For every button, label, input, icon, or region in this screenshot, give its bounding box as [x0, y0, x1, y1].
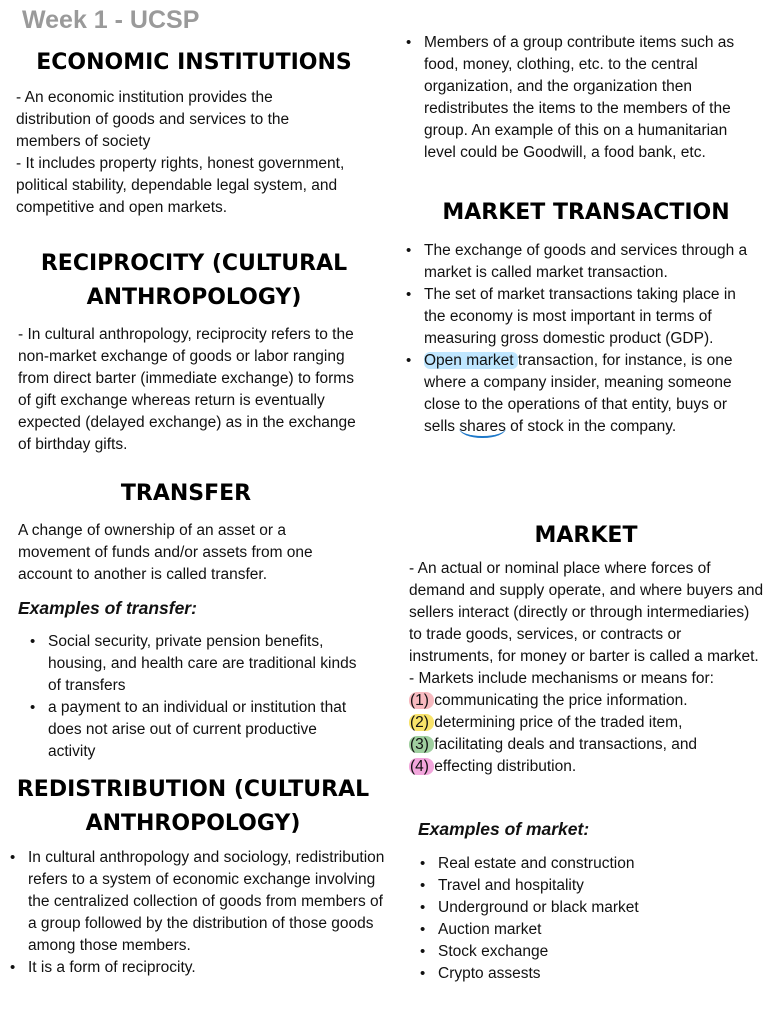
heading-redistribution-line2: ANTHROPOLOGY) — [85, 811, 301, 836]
market-examples-label: Examples of market: — [418, 819, 590, 839]
list-item: • In cultural anthropology and sociology, redistribution refers to a system of economic exchange involving the centralized collection of goods from members of a group followed by the distribution of those goods among those members. — [8, 847, 392, 957]
highlighted-open-market: Open market — [424, 352, 518, 369]
mechanism-4 — [409, 756, 765, 778]
mechanism-text-3: facilitating deals and transactions, and — [434, 736, 698, 753]
list-item: • Travel and hospitality — [418, 875, 758, 897]
heading-economic-institutions: ECONOMIC INSTITUTIONS — [36, 50, 352, 75]
list-item: • Underground or black market — [418, 897, 758, 919]
bullet3-text-2: of stock in the company. — [505, 418, 677, 435]
mechanism-number-1: (1) — [410, 692, 434, 709]
mechanism-1 — [409, 690, 765, 712]
mechanism-number-2: (2) — [410, 714, 434, 731]
underlined-shares: shares — [459, 418, 506, 438]
list-item: • Real estate and construction — [418, 853, 758, 875]
transfer-text: A change of ownership of an asset or a movement of funds and/or assets from one account to another is called transfer. — [18, 522, 313, 583]
mechanism-number-4: (4) — [410, 758, 434, 775]
mechanism-text-4: effecting distribution. — [434, 758, 577, 775]
page-week-title: Week 1 - UCSP — [22, 6, 200, 34]
reciprocity-text: - In cultural anthropology, reciprocity refers to the non-market exchange of goods or labor ranging from direct barter (immediate exchange) to forms of gift exchange whereas return is eventually expected (delayed exchange) as in the exchange of birthday gifts. — [18, 326, 356, 453]
transfer-examples-label: Examples of transfer: — [18, 598, 197, 618]
list-item: • Stock exchange — [418, 941, 758, 963]
mechanism-2 — [409, 712, 765, 734]
section-market-transaction — [404, 196, 768, 230]
mechanism-text-2: determining price of the traded item, — [434, 714, 683, 731]
mechanism-3 — [409, 734, 765, 756]
section-redistribution — [0, 773, 386, 841]
redistribution-list — [8, 847, 392, 979]
list-item: • Members of a group contribute items such as food, money, clothing, etc. to the central organization, and the organization then redistributes the items to the members of the group. An example of this on a humanitarian level could be Goodwill, a food bank, etc. — [404, 32, 760, 164]
heading-market: MARKET — [534, 523, 638, 548]
list-item: • a payment to an individual or institution that does not arise out of current productive activity — [28, 697, 358, 763]
list-item: • Crypto assests — [418, 963, 758, 985]
list-item: • Social security, private pension benefits, housing, and health care are traditional kinds of transfers — [28, 631, 358, 697]
mechanism-text-1: communicating the price information. — [434, 692, 688, 709]
list-item: • Auction market — [418, 919, 758, 941]
section-economic-institutions — [8, 46, 380, 80]
heading-transfer: TRANSFER — [120, 481, 252, 506]
economic-text — [16, 87, 346, 219]
list-item: • The exchange of goods and services through a market is called market transaction. — [404, 240, 760, 284]
transfer-examples-list — [28, 631, 358, 763]
section-transfer — [0, 477, 372, 511]
economic-text-2: - It includes property rights, honest government, political stability, dependable legal system, and competitive and open markets. — [16, 155, 345, 216]
section-reciprocity — [8, 247, 380, 315]
redistribution-continued-list — [404, 32, 760, 164]
mechanism-number-3: (3) — [410, 736, 434, 753]
market-text — [409, 558, 765, 778]
heading-redistribution-line1: REDISTRIBUTION (CULTURAL — [16, 777, 370, 802]
market-transaction-list — [404, 240, 760, 438]
heading-reciprocity-line2: ANTHROPOLOGY) — [86, 285, 302, 310]
heading-market-transaction: MARKET TRANSACTION — [442, 200, 730, 225]
market-mechanisms-intro: - Markets include mechanisms or means for: — [409, 670, 714, 687]
market-definition: - An actual or nominal place where forces of demand and supply operate, and where buyers and sellers interact (directly or through intermediaries) to trade goods, services, or contracts or instruments, for money or barter is called a market. — [409, 560, 764, 665]
list-item — [404, 350, 760, 438]
section-market — [404, 519, 768, 553]
bullet3-text-1: transaction, for instance, is one where a company insider, meaning someone close to the operations of that entity, buys or sells — [424, 352, 733, 435]
economic-text-1: - An economic institution provides the distribution of goods and services to the members of society — [16, 89, 290, 150]
list-item: • The set of market transactions taking place in the economy is most important in terms of measuring gross domestic product (GDP). — [404, 284, 760, 350]
list-item: • It is a form of reciprocity. — [8, 957, 392, 979]
market-examples-list — [418, 853, 758, 985]
heading-reciprocity-line1: RECIPROCITY (CULTURAL — [40, 251, 348, 276]
